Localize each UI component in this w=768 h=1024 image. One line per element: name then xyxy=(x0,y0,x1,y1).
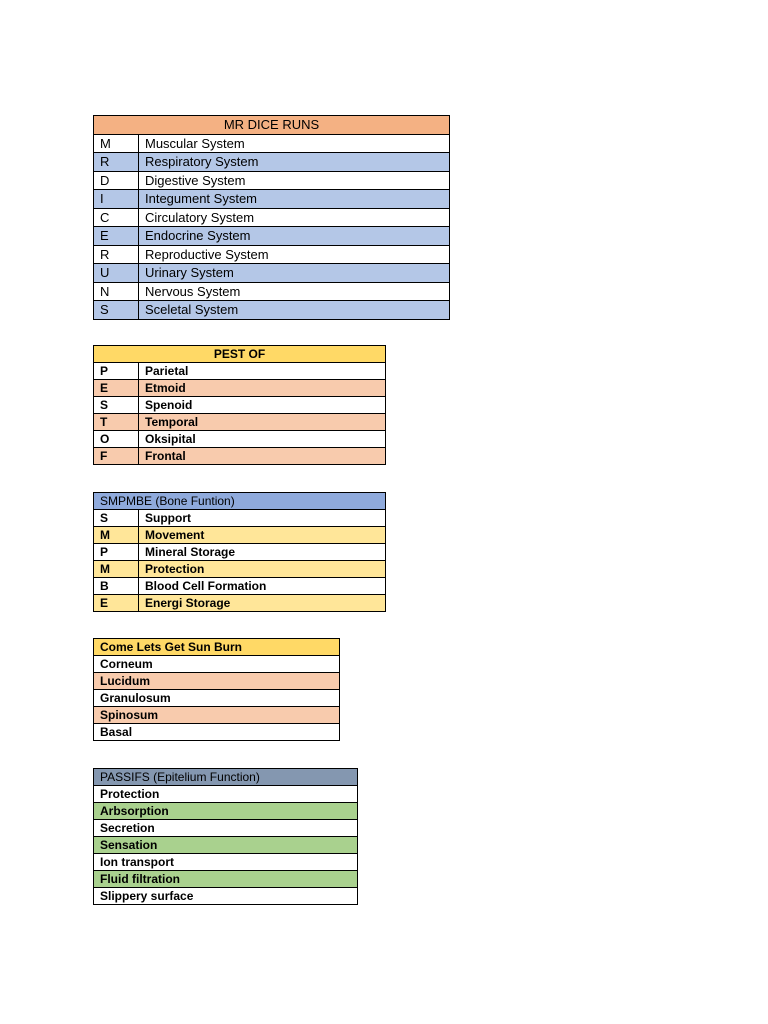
table-row xyxy=(94,431,386,448)
table-row xyxy=(94,208,450,227)
table-row xyxy=(94,510,386,527)
row-text: Endocrine System xyxy=(139,227,450,246)
row-text: Temporal xyxy=(139,414,386,431)
row-text: Corneum xyxy=(94,656,340,673)
table-row xyxy=(94,888,358,905)
table-row xyxy=(94,414,386,431)
table-row xyxy=(94,854,358,871)
table-title: PASSIFS (Epitelium Function) xyxy=(94,769,358,786)
smpmbe-table xyxy=(93,492,386,612)
table-title: Come Lets Get Sun Burn xyxy=(94,639,340,656)
table-row xyxy=(94,363,386,380)
row-letter: M xyxy=(94,527,139,544)
table-row xyxy=(94,820,358,837)
row-text: Muscular System xyxy=(139,134,450,153)
row-text: Digestive System xyxy=(139,171,450,190)
row-letter: P xyxy=(94,363,139,380)
table-row xyxy=(94,656,340,673)
row-text: Slippery surface xyxy=(94,888,358,905)
table-row xyxy=(94,264,450,283)
row-letter: S xyxy=(94,397,139,414)
row-text: Arbsorption xyxy=(94,803,358,820)
row-letter: U xyxy=(94,264,139,283)
row-text: Ion transport xyxy=(94,854,358,871)
row-letter: P xyxy=(94,544,139,561)
table-row xyxy=(94,803,358,820)
row-text: Support xyxy=(139,510,386,527)
row-letter: R xyxy=(94,153,139,172)
row-text: Lucidum xyxy=(94,673,340,690)
table-row xyxy=(94,153,450,172)
row-text: Integument System xyxy=(139,190,450,209)
table-row xyxy=(94,527,386,544)
table-row xyxy=(94,690,340,707)
row-letter: O xyxy=(94,431,139,448)
table-row xyxy=(94,134,450,153)
row-letter: T xyxy=(94,414,139,431)
row-letter: D xyxy=(94,171,139,190)
table-title: SMPMBE (Bone Funtion) xyxy=(94,493,386,510)
table-row xyxy=(94,190,450,209)
row-text: Sceletal System xyxy=(139,301,450,320)
row-text: Reproductive System xyxy=(139,245,450,264)
row-letter: I xyxy=(94,190,139,209)
row-letter: E xyxy=(94,380,139,397)
table-row xyxy=(94,227,450,246)
row-text: Energi Storage xyxy=(139,595,386,612)
row-text: Respiratory System xyxy=(139,153,450,172)
table-row xyxy=(94,837,358,854)
row-letter: R xyxy=(94,245,139,264)
table-row xyxy=(94,448,386,465)
table-row xyxy=(94,245,450,264)
row-text: Movement xyxy=(139,527,386,544)
row-text: Protection xyxy=(94,786,358,803)
row-text: Etmoid xyxy=(139,380,386,397)
row-text: Basal xyxy=(94,724,340,741)
row-letter: S xyxy=(94,301,139,320)
row-letter: M xyxy=(94,561,139,578)
row-letter: B xyxy=(94,578,139,595)
table-row xyxy=(94,282,450,301)
table-title: PEST OF xyxy=(94,346,386,363)
row-text: Protection xyxy=(139,561,386,578)
row-text: Sensation xyxy=(94,837,358,854)
table-row xyxy=(94,578,386,595)
row-letter: M xyxy=(94,134,139,153)
row-text: Urinary System xyxy=(139,264,450,283)
row-text: Parietal xyxy=(139,363,386,380)
row-letter: F xyxy=(94,448,139,465)
row-letter: S xyxy=(94,510,139,527)
table-row xyxy=(94,707,340,724)
row-text: Circulatory System xyxy=(139,208,450,227)
table-row xyxy=(94,673,340,690)
table-row xyxy=(94,871,358,888)
sun-burn-table xyxy=(93,638,340,741)
row-text: Spinosum xyxy=(94,707,340,724)
row-text: Nervous System xyxy=(139,282,450,301)
table-title: MR DICE RUNS xyxy=(94,116,450,135)
row-text: Granulosum xyxy=(94,690,340,707)
pest-of-table xyxy=(93,345,386,465)
table-row xyxy=(94,380,386,397)
row-text: Fluid filtration xyxy=(94,871,358,888)
table-row xyxy=(94,397,386,414)
row-letter: E xyxy=(94,227,139,246)
row-letter: E xyxy=(94,595,139,612)
row-letter: C xyxy=(94,208,139,227)
mr-dice-runs-table xyxy=(93,115,450,320)
row-text: Spenoid xyxy=(139,397,386,414)
table-row xyxy=(94,561,386,578)
row-text: Frontal xyxy=(139,448,386,465)
table-row xyxy=(94,724,340,741)
passifs-table xyxy=(93,768,358,905)
table-row xyxy=(94,301,450,320)
table-row xyxy=(94,544,386,561)
table-row xyxy=(94,171,450,190)
row-text: Secretion xyxy=(94,820,358,837)
row-text: Blood Cell Formation xyxy=(139,578,386,595)
table-row xyxy=(94,786,358,803)
row-letter: N xyxy=(94,282,139,301)
row-text: Mineral Storage xyxy=(139,544,386,561)
row-text: Oksipital xyxy=(139,431,386,448)
table-row xyxy=(94,595,386,612)
